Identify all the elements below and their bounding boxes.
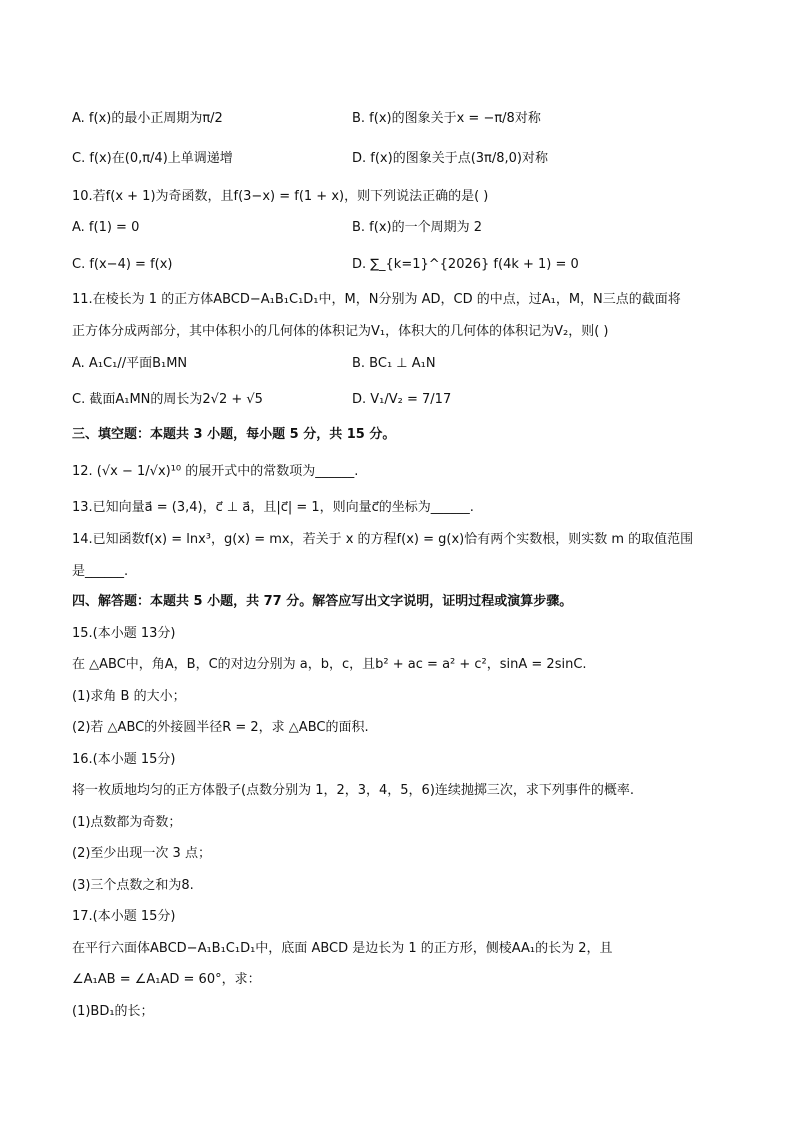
q10-option-d: D. ∑_{k=1}^{2026} f(4k + 1) = 0 — [352, 257, 579, 272]
q11-stem-line1: 11.在棱长为 1 的正方体ABCD−A₁B₁C₁D₁中，M，N分别为 AD，CD 的中点，过A₁，M，N三点的截面将 — [72, 292, 681, 307]
q16-part1: (1)点数都为奇数； — [72, 815, 182, 830]
q16-stem: 将一枚质地均匀的正方体骰子(点数分别为 1，2，3，4，5，6)连续抛掷三次，求下列事件的概率. — [72, 783, 635, 798]
q15-part1: (1)求角 B 的大小； — [72, 689, 186, 704]
q12-stem: 12. (√x − 1/√x)¹⁰ 的展开式中的常数项为______. — [72, 464, 359, 479]
q9-option-d: D. f(x)的图象关于点(3π/8,0)对称 — [352, 151, 548, 166]
q15-stem: 在 △ABC中，角A，B，C的对边分别为 a，b，c，且b² + ac = a² + c²，sinA = 2sinC. — [72, 657, 587, 672]
q17-header: 17.(本小题 15分) — [72, 909, 176, 924]
q17-stem-line1: 在平行六面体ABCD−A₁B₁C₁D₁中，底面 ABCD 是边长为 1 的正方形，侧棱AA₁的长为 2，且 — [72, 941, 613, 956]
q10-option-c: C. f(x−4) = f(x) — [72, 257, 173, 272]
q11-option-b: B. BC₁ ⊥ A₁N — [352, 356, 436, 371]
q10-stem: 10.若f(x + 1)为奇函数，且f(3−x) = f(1 + x)，则下列说法正确的是( ) — [72, 189, 489, 204]
q11-option-a: A. A₁C₁//平面B₁MN — [72, 356, 188, 371]
section-solutions-heading: 四、解答题：本题共 5 小题，共 77 分。解答应写出文字说明，证明过程或演算步骤。 — [72, 594, 573, 609]
q16-part2: (2)至少出现一次 3 点； — [72, 846, 211, 861]
q16-part3: (3)三个点数之和为8. — [72, 878, 194, 893]
q14-stem-line2: 是______. — [72, 564, 129, 579]
q15-part2: (2)若 △ABC的外接圆半径R = 2，求 △ABC的面积. — [72, 720, 369, 735]
q9-option-c: C. f(x)在(0,π/4)上单调递增 — [72, 151, 233, 166]
q11-option-d: D. V₁/V₂ = 7/17 — [352, 392, 452, 407]
section-fill-in-heading: 三、填空题：本题共 3 小题，每小题 5 分，共 15 分。 — [72, 427, 396, 442]
q17-part1: (1)BD₁的长； — [72, 1004, 154, 1019]
q10-option-b: B. f(x)的一个周期为 2 — [352, 220, 483, 235]
q9-option-b: B. f(x)的图象关于x = −π/8对称 — [352, 111, 541, 126]
q14-stem-line1: 14.已知函数f(x) = lnx³，g(x) = mx，若关于 x 的方程f(x) = g(x)恰有两个实数根，则实数 m 的取值范围 — [72, 532, 694, 547]
q13-stem: 13.已知向量a⃗ = (3,4)，c⃗ ⊥ a⃗，且|c⃗| = 1，则向量c⃗的坐标为______. — [72, 500, 474, 515]
q17-stem-line2: ∠A₁AB = ∠A₁AD = 60°，求： — [72, 972, 261, 987]
q11-option-c: C. 截面A₁MN的周长为2√2 + √5 — [72, 392, 263, 407]
q11-stem-line2: 正方体分成两部分，其中体积小的几何体的体积记为V₁，体积大的几何体的体积记为V₂，则( ) — [72, 324, 609, 339]
q16-header: 16.(本小题 15分) — [72, 752, 176, 767]
q15-header: 15.(本小题 13分) — [72, 626, 176, 641]
q9-option-a: A. f(x)的最小正周期为π/2 — [72, 111, 223, 126]
q10-option-a: A. f(1) = 0 — [72, 220, 140, 235]
